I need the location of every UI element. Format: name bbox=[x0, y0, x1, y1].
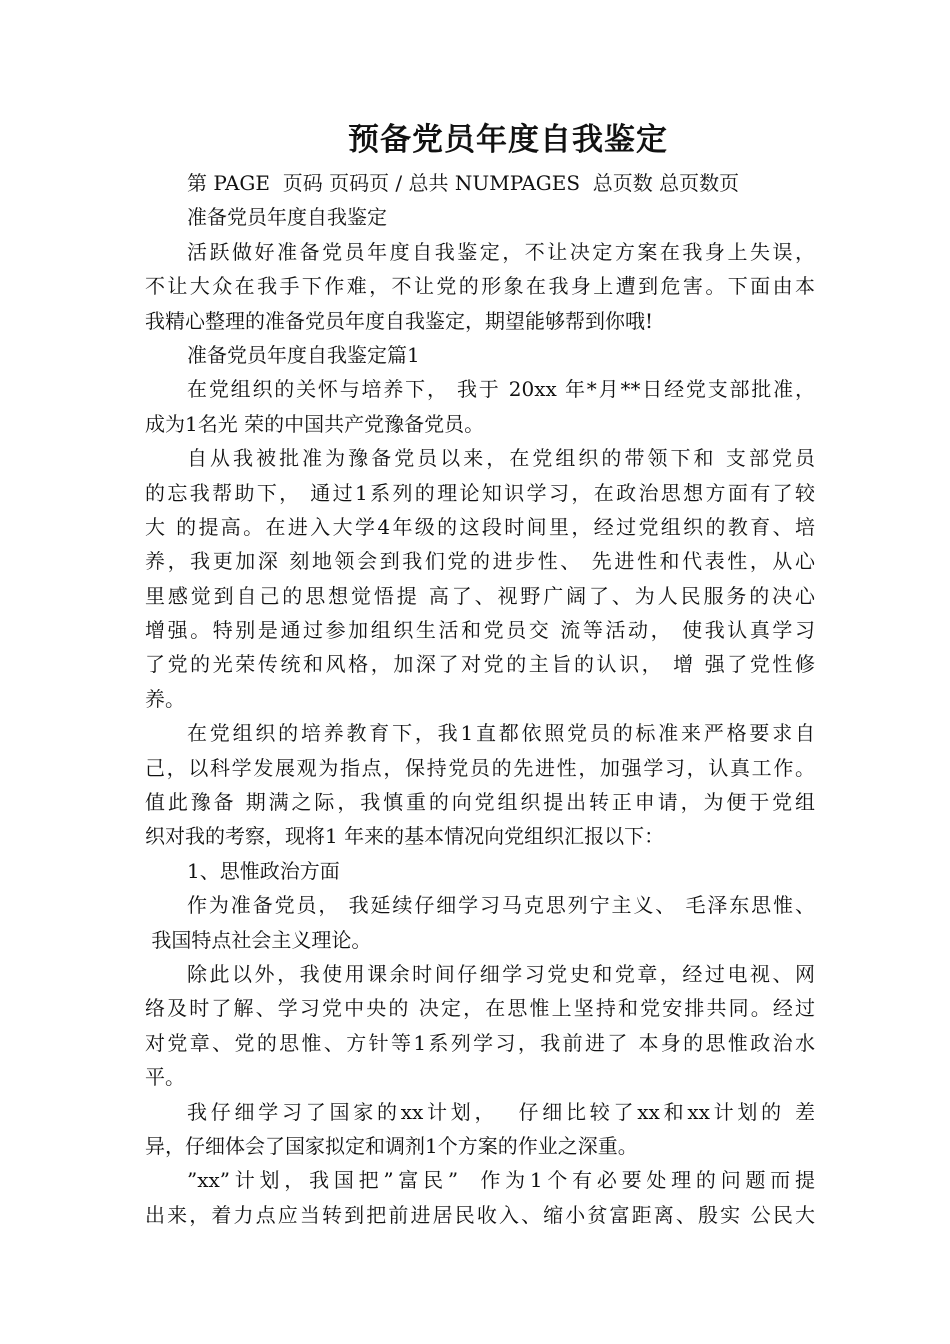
text-line: 的忘我帮助下， 通过1系列的理论知识学习，在政治思想方面有了较 bbox=[145, 480, 815, 505]
text-line: 自从我被批准为豫备党员以来，在党组织的带领下和 支部党员 bbox=[187, 446, 815, 471]
text-line: 出来，着力点应当转到把前进居民收入、缩小贫富距离、殷实 公民大 bbox=[145, 1202, 815, 1227]
text-line: 作为准备党员， 我延续仔细学习马克思列宁主义、 毛泽东思惟、 bbox=[187, 893, 815, 918]
text-line: 在党组织的关怀与培养下， 我于 20xx 年*月**日经党支部批准， bbox=[187, 377, 815, 402]
text-line: 大 的提高。在进入大学4年级的这段时间里，经过党组织的教育、培 bbox=[145, 514, 815, 539]
subtitle-line: 准备党员年度自我鉴定 bbox=[187, 205, 387, 230]
text-line: 异，仔细体会了国家拟定和调剂1个方案的作业之深重。 bbox=[145, 1133, 638, 1158]
text-line: 成为1名光 荣的中国共产党豫备党员。 bbox=[145, 411, 485, 436]
text-line: 养。 bbox=[145, 686, 185, 711]
text-line: 平。 bbox=[145, 1065, 185, 1090]
text-line: 不让大众在我手下作难，不让党的形象在我身上遭到危害。下面由本 bbox=[145, 274, 815, 299]
text-line: 我精心整理的准备党员年度自我鉴定，期望能够帮到你哦! bbox=[145, 308, 654, 333]
text-line: 对党章、党的思惟、方针等1系列学习，我前进了 本身的思惟政治水 bbox=[145, 1030, 815, 1055]
section-heading: 准备党员年度自我鉴定篇1 bbox=[187, 342, 420, 367]
text-line: 在党组织的培养教育下，我1直都依照党员的标准来严格要求自 bbox=[187, 721, 815, 746]
text-line: 我国特点社会主义理论。 bbox=[145, 927, 372, 952]
text-line: 己，以科学发展观为指点，保持党员的先进性，加强学习，认真工作。 bbox=[145, 755, 815, 780]
section-heading: 1、思惟政治方面 bbox=[187, 858, 340, 883]
text-line: 值此豫备 期满之际，我慎重的向党组织提出转正申请，为便于党组 bbox=[145, 790, 815, 815]
text-line: 里感觉到自己的思想觉悟提 高了、视野广阔了、为人民服务的决心 bbox=[145, 583, 815, 608]
page-field-line: 第 PAGE 页码 页码页 / 总共 NUMPAGES 总页数 总页数页 bbox=[187, 171, 740, 195]
text-line: 了党的光荣传统和风格，加深了对党的主旨的认识， 增 强了党性修 bbox=[145, 652, 815, 677]
document-body bbox=[145, 166, 815, 1232]
text-line: 养，我更加深 刻地领会到我们党的进步性、 先进性和代表性，从心 bbox=[145, 549, 815, 574]
text-line: ”xx”计划，我国把”富民” 作为1个有必要处理的问题而提 bbox=[187, 1168, 815, 1193]
text-line: 除此以外，我使用课余时间仔细学习党史和党章，经过电视、网 bbox=[187, 961, 815, 986]
text-line: 织对我的考察，现将1 年来的基本情况向党组织汇报以下： bbox=[145, 824, 665, 849]
document-title: 预备党员年度自我鉴定 bbox=[348, 122, 668, 158]
text-line: 活跃做好准备党员年度自我鉴定，不让决定方案在我身上失误， bbox=[187, 239, 815, 264]
text-line: 络及时了解、学习党中央的 决定，在思惟上坚持和党安排共同。经过 bbox=[145, 996, 815, 1021]
text-line: 我仔细学习了国家的xx计划， 仔细比较了xx和xx计划的 差 bbox=[187, 1099, 815, 1124]
text-line: 增强。特别是通过参加组织生活和党员交 流等活动， 使我认真学习 bbox=[145, 618, 815, 643]
